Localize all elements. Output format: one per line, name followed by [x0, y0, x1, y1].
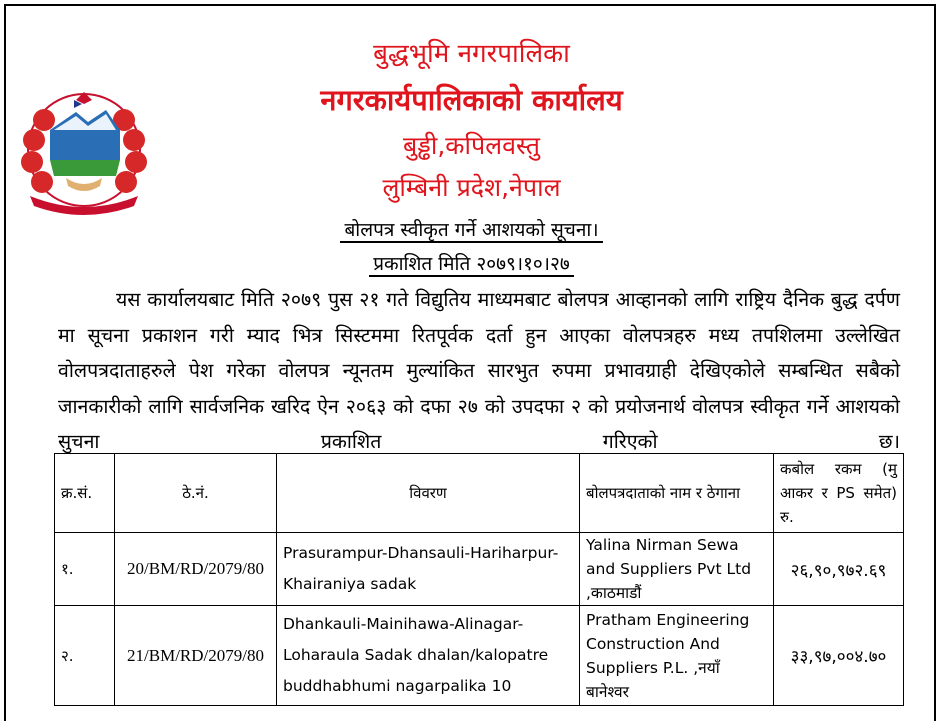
published-date: प्रकाशित मिति २०७९।१०।२७ [369, 253, 574, 277]
province-name: लुम्बिनी प्रदेश,नेपाल [382, 173, 561, 202]
notice-title-wrap [0, 216, 943, 242]
row-serial: १. [55, 533, 115, 606]
table-row [55, 533, 904, 606]
header-contract-no: ठे.नं. [115, 454, 277, 533]
row-contract-no: 21/BM/RD/2079/80 [115, 606, 277, 706]
municipality-name: बुद्धभूमि नगरपालिका [373, 39, 570, 69]
row-bidder: Pratham Engineering Construction And Suppliers P.L. ,नयाँ बानेश्वर [580, 606, 774, 706]
row-amount: २६,९०,९७२.६९ [774, 533, 904, 606]
notice-title: बोलपत्र स्वीकृत गर्ने आशयको सूचना। [340, 219, 602, 243]
office-name: नगरकार्यपालिकाको कार्यालय [320, 83, 623, 117]
header-bidder: बोलपत्रदाताको नाम र ठेगाना [580, 454, 774, 533]
header-serial: क्र.सं. [55, 454, 115, 533]
header-description: विवरण [277, 454, 580, 533]
bid-table [54, 453, 904, 706]
published-date-wrap [0, 250, 943, 276]
office-location: बुड्ढी,कपिलवस्तु [403, 131, 540, 160]
notice-body-text: यस कार्यालयबाट मिति २०७९ पुस २१ गते विद्युतिय माध्यमबाट बोलपत्र आव्हानको लागि राष्ट्रिय दैनिक बुद्ध दर्पण मा सूचना प्रकाशन गरी म्याद भित्र सिस्टममा रितपूर्वक दर्ता हुन आएका वोलपत्रहरु मध्य तपशिलमा उल्लेखित वोलपत्रदाताहरुले पेश गरेका वोलपत्र न्यूनतम मुल्यांकित सारभुत रुपमा प्रभावग्राही देखिएकोले सम्बन्धित सबैको जानकारीको लागि सार्वजनिक खरिद ऐन २०६३ को दफा २७ को उपदफा २ को प्रयोजनार्थ वोलपत्र स्वीकृत गर्ने आशयको सुचना प्रकाशित गरिएको छ। [58, 288, 900, 453]
row-amount: ३३,९७,००४.७० [774, 606, 904, 706]
row-serial: २. [55, 606, 115, 706]
row-description: Dhankauli-Mainihawa-Alinagar-Loharaula Sadak dhalan/kalopatre buddhabhumi nagarpalika 10 [277, 606, 580, 706]
table-header-row [55, 454, 904, 533]
header-amount: कबोल रकम (मु आकर र PS समेत) रु. [774, 454, 904, 533]
row-bidder: Yalina Nirman Sewa and Suppliers Pvt Ltd ,काठमाडौं [580, 533, 774, 606]
row-description: Prasurampur-Dhansauli-Hariharpur-Khairaniya sadak [277, 533, 580, 606]
table-row [55, 606, 904, 706]
row-contract-no: 20/BM/RD/2079/80 [115, 533, 277, 606]
